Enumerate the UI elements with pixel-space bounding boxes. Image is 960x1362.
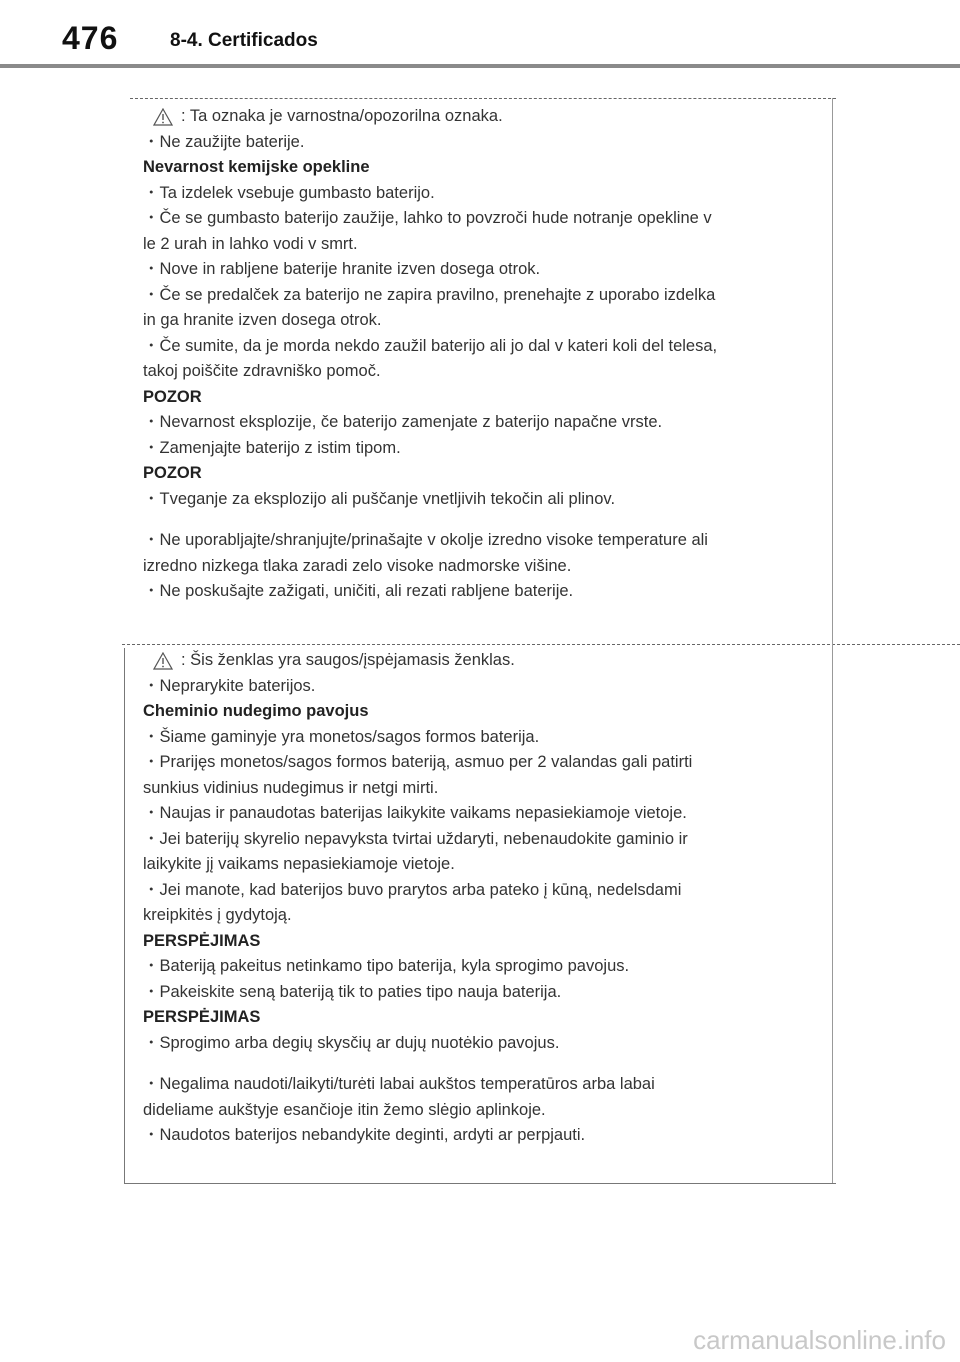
section-heading: Nevarnost kemijske opekline (143, 158, 370, 176)
text-line: ・Naujas ir panaudotas baterijas laikykite vaikams nepasiekiamoje vietoje. (143, 804, 687, 822)
text-line: ・Tveganje za eksplozijo ali puščanje vnetljivih tekočin ali plinov. (143, 489, 616, 508)
text-line: takoj poiščite zdravniško pomoč. (143, 362, 381, 380)
slovenian-notice (143, 104, 803, 605)
section-heading: PERSPĖJIMAS (143, 1008, 261, 1026)
text-line: ・Jei baterijų skyrelio nepavyksta tvirtai uždaryti, nebenaudokite gaminio ir (143, 829, 688, 848)
text-line: ・Če se predalček za baterijo ne zapira pravilno, prenehajte z uporabo izdelka (143, 285, 716, 304)
text-line: ・Ne uporabljajte/shranjujte/prinašajte v okolje izredno visoke temperature ali (143, 531, 708, 549)
text-line: izredno nizkega tlaka zaradi zelo visoke nadmorske višine. (143, 556, 572, 575)
text-line: ・Pakeiskite seną bateriją tik to paties tipo nauja baterija. (143, 982, 562, 1001)
scan-border-top (130, 98, 836, 99)
warning-line (143, 104, 803, 130)
watermark: carmanualsonline.info (693, 1325, 946, 1355)
lithuanian-notice (143, 648, 803, 1149)
text-line: ・Nevarnost eksplozije, če baterijo zamenjate z baterijo napačne vrste. (143, 413, 663, 431)
page-header (0, 0, 960, 70)
lithuanian-lines (143, 674, 803, 1149)
text-line: ・Nove in rabljene baterije hranite izven dosega otrok. (143, 260, 541, 278)
section-title: 8-4. Certificados (170, 30, 318, 51)
section-heading: Cheminio nudegimo pavojus (143, 702, 369, 720)
scan-divider (122, 644, 960, 645)
section-heading: PERSPĖJIMAS (143, 931, 261, 950)
text-line: ・Jei manote, kad baterijos buvo prarytos arba pateko į kūną, nedelsdami (143, 880, 682, 899)
warning-line (143, 648, 803, 674)
warning-text: : Ta oznaka je varnostna/opozorilna oznaka. (181, 107, 503, 125)
text-line: sunkius vidinius nudegimus ir netgi mirti. (143, 778, 439, 797)
text-line: kreipkitės į gydytoją. (143, 906, 292, 924)
text-line: ・Sprogimo arba degių skysčių ar dujų nuotėkio pavojus. (143, 1033, 560, 1052)
slovenian-lines (143, 130, 803, 605)
warning-text: : Šis ženklas yra saugos/įspėjamasis ženklas. (181, 651, 515, 669)
text-line: ・Naudotos baterijos nebandykite deginti, ardyti ar perpjauti. (143, 1126, 586, 1144)
scan-border-right (832, 98, 833, 1184)
text-line: ・Negalima naudoti/laikyti/turėti labai aukštos temperatūros arba labai (143, 1075, 655, 1093)
text-line: le 2 urah in lahko vodi v smrt. (143, 234, 358, 253)
header-rule (0, 64, 960, 68)
text-line: dideliame aukštyje esančioje itin žemo slėgio aplinkoje. (143, 1100, 546, 1119)
page-number: 476 (62, 20, 119, 56)
text-line: in ga hranite izven dosega otrok. (143, 311, 382, 329)
text-line: ・Zamenjajte baterijo z istim tipom. (143, 438, 401, 457)
text-line: ・Bateriją pakeitus netinkamo tipo baterija, kyla sprogimo pavojus. (143, 957, 630, 975)
scan-border-bottom (124, 1183, 836, 1184)
warning-triangle-icon (153, 108, 173, 126)
text-line: ・Ne zaužijte baterije. (143, 132, 305, 151)
section-heading: POZOR (143, 387, 202, 406)
text-line: ・Ne poskušajte zažigati, uničiti, ali rezati rabljene baterije. (143, 582, 574, 600)
text-line: ・Prarijęs monetos/sagos formos bateriją, asmuo per 2 valandas gali patirti (143, 753, 693, 771)
section-heading: POZOR (143, 464, 202, 482)
text-line: ・Šiame gaminyje yra monetos/sagos formos baterija. (143, 727, 540, 746)
text-line: ・Ta izdelek vsebuje gumbasto baterijo. (143, 183, 435, 202)
text-line: ・Neprarykite baterijos. (143, 676, 316, 695)
text-line: ・Če se gumbasto baterijo zaužije, lahko to povzroči hude notranje opekline v (143, 209, 712, 227)
warning-triangle-icon (153, 652, 173, 670)
text-line: ・Če sumite, da je morda nekdo zaužil baterijo ali jo dal v kateri koli del telesa, (143, 336, 718, 355)
scan-border-left (124, 648, 125, 1184)
text-line: laikykite jį vaikams nepasiekiamoje vietoje. (143, 855, 455, 873)
